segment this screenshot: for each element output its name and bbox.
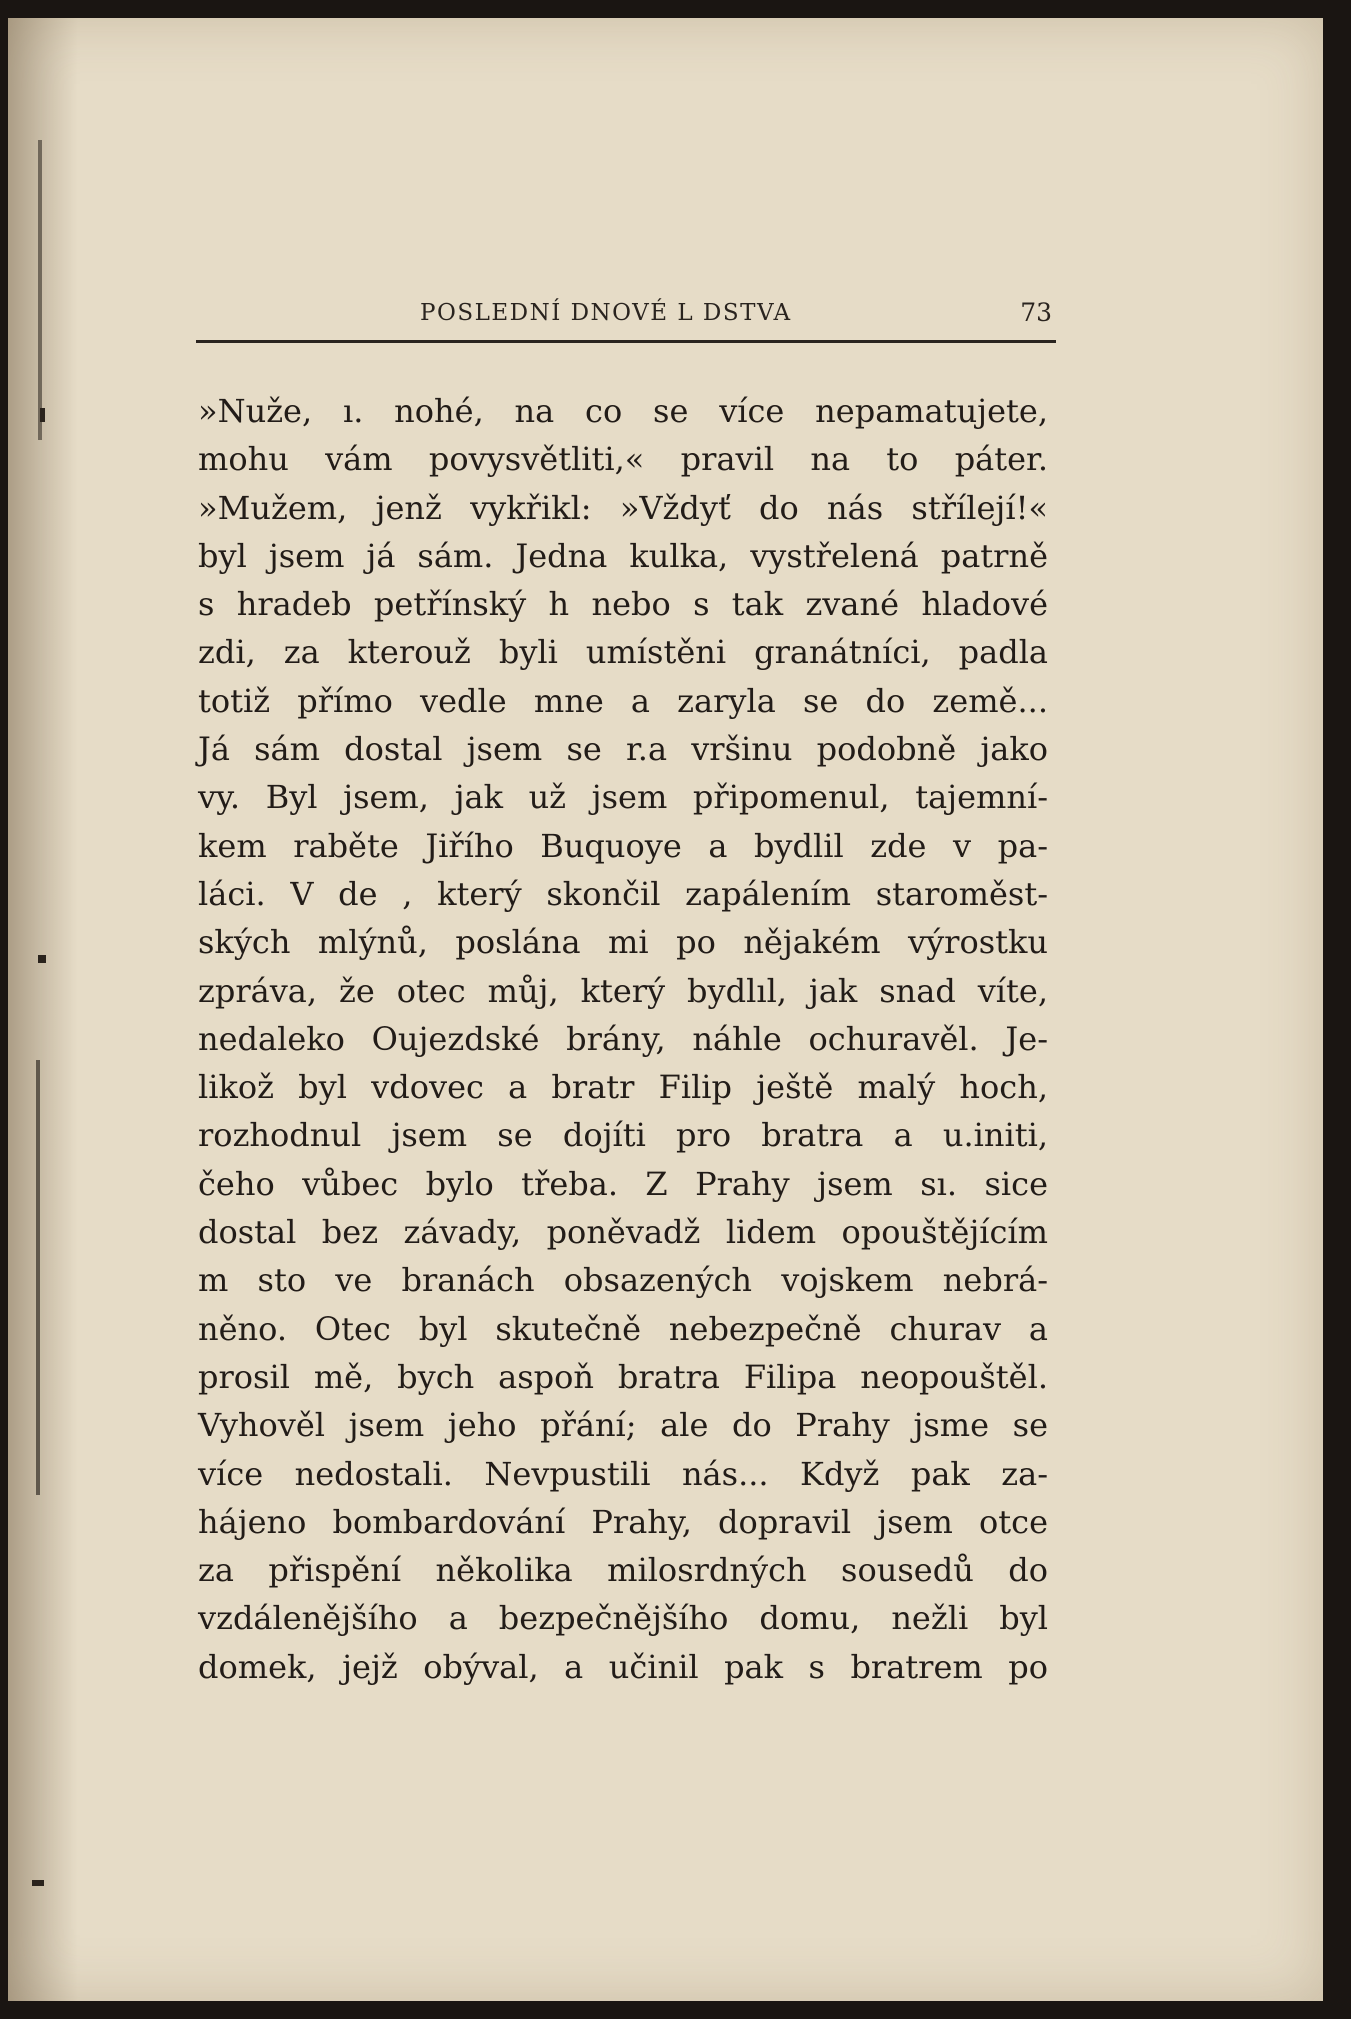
text-line: mohu vám povysvětliti,« pravil na to páter. xyxy=(198,440,1048,479)
text-line: »Nuže, ı. nohé, na co se více nepamatujete, xyxy=(198,392,1048,430)
text-line: Já sám dostal jsem se r.a vršinu podobně jako xyxy=(198,730,1048,769)
page-number: 73 xyxy=(1020,298,1052,327)
text-line: likož byl vdovec a bratr Filip ještě malý hoch, xyxy=(198,1068,1048,1107)
text-line: kem raběte Jiřího Buquoye a bydlil zde v pa- xyxy=(198,826,1048,865)
edge-mark xyxy=(32,1880,44,1886)
text-line: zdi, za kterouž byli umístěni granátníci, padla xyxy=(198,633,1048,672)
text-line: ských mlýnů, poslána mi po nějakém výrostku xyxy=(198,923,1048,962)
text-line: hájeno bombardování Prahy, dopravil jsem otce xyxy=(198,1502,1048,1541)
running-title: POSLEDNÍ DNOVÉ L DSTVA xyxy=(420,300,792,326)
text-line: něno. Otec byl skutečně nebezpečně churav a xyxy=(198,1309,1048,1348)
edge-mark xyxy=(36,1060,40,1495)
text-line: domek, jejž obýval, a učinil pak s bratrem po xyxy=(198,1647,1048,1686)
text-line: za přispění několika milosrdných sousedů do xyxy=(198,1551,1048,1590)
text-line: totiž přímo vedle mne a zaryla se do země... xyxy=(198,681,1048,720)
edge-mark xyxy=(38,140,42,440)
text-line: čeho vůbec bylo třeba. Z Prahy jsem sı. sice xyxy=(198,1164,1048,1203)
text-line: prosil mě, bych aspoň bratra Filipa neopouštěl. xyxy=(198,1357,1048,1396)
text-line: zpráva, že otec můj, který bydlıl, jak snad víte, xyxy=(198,971,1048,1010)
text-line: vzdálenějšího a bezpečnějšího domu, nežli byl xyxy=(198,1599,1048,1638)
text-line: rozhodnul jsem se dojíti pro bratra a u.initi, xyxy=(198,1116,1048,1155)
text-line: byl jsem já sám. Jedna kulka, vystřelená patrně xyxy=(198,536,1048,575)
text-line: »Mužem, jenž vykřikl: »Vždyť do nás střílejí!« xyxy=(198,488,1048,527)
text-line: Vyhověl jsem jeho přání; ale do Prahy jsme se xyxy=(198,1406,1048,1445)
edge-mark xyxy=(38,955,46,963)
text-line: nedaleko Oujezdské brány, náhle ochuravěl. Je- xyxy=(198,1019,1048,1058)
body-text xyxy=(198,387,1048,1691)
text-line: s hradeb petřínský h nebo s tak zvané hladové xyxy=(198,585,1048,624)
page-header xyxy=(196,296,1056,346)
text-line: dostal bez závady, poněvadž lidem opouštějícím xyxy=(198,1213,1048,1252)
text-line: m sto ve branách obsazených vojskem nebrá- xyxy=(198,1261,1048,1300)
edge-mark xyxy=(40,408,45,422)
text-line: vy. Byl jsem, jak už jsem připomenul, tajemní- xyxy=(198,778,1048,817)
header-rule xyxy=(196,340,1056,343)
text-line: více nedostali. Nevpustili nás... Když pak za- xyxy=(198,1454,1048,1493)
gutter-shadow xyxy=(8,18,78,2001)
text-line: láci. V de , který skončil zapálením staroměst- xyxy=(198,874,1048,913)
